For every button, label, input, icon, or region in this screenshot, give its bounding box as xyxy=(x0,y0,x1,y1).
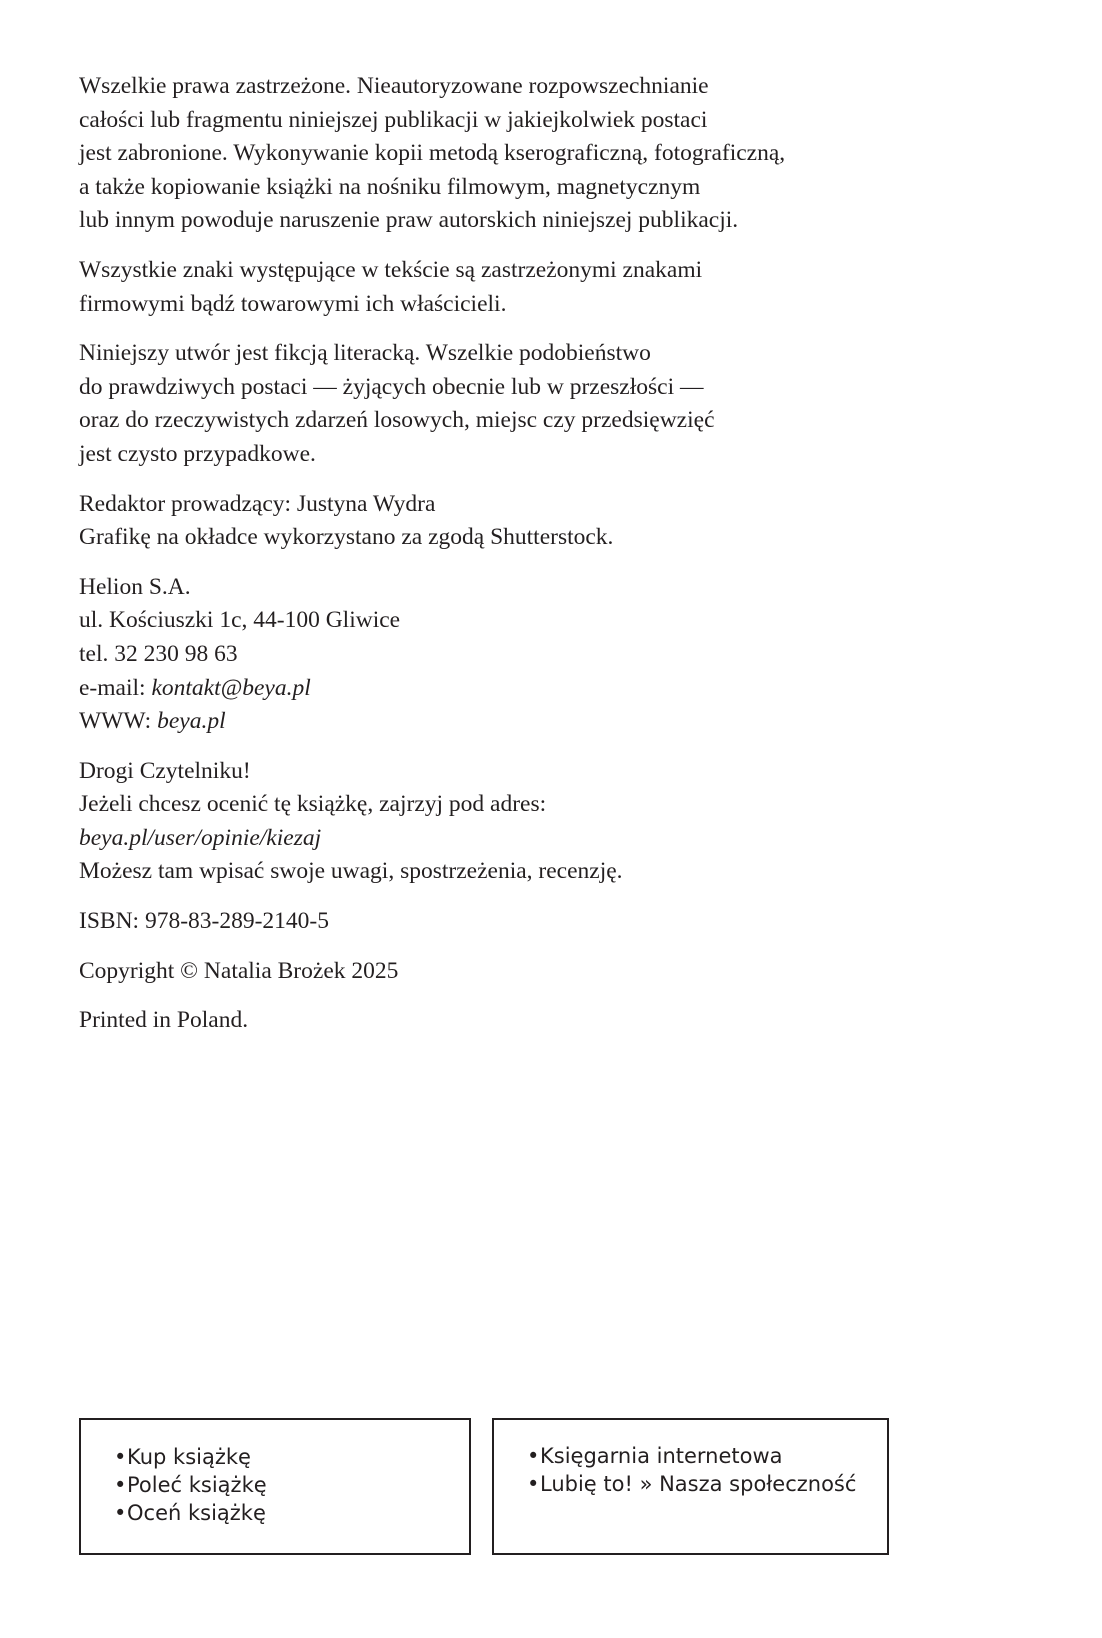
rate-book-link[interactable] xyxy=(114,1499,267,1527)
copyright-text: Copyright © Natalia Brożek 2025 xyxy=(79,957,399,984)
text-line: oraz do rzeczywistych zdarzeń losowych, miejsc czy przedsięwzięć xyxy=(79,407,715,434)
store-links-list xyxy=(527,1442,856,1498)
www-label: WWW: xyxy=(79,708,158,735)
store-links-box xyxy=(492,1418,889,1555)
text-line: Wszelkie prawa zastrzeżone. Nieautoryzowane rozpowszechnianie xyxy=(79,73,709,99)
text-line: do prawdziwych postaci — żyjących obecnie lub w przeszłości — xyxy=(79,373,704,400)
online-bookstore-link[interactable] xyxy=(527,1442,856,1470)
link-label: Lubię to! » Nasza społeczność xyxy=(540,1472,857,1496)
rights-paragraph xyxy=(79,70,1039,238)
isbn-text: ISBN: 978-83-289-2140-5 xyxy=(79,908,329,935)
text-line: Wszystkie znaki występujące w tekście są zastrzeżonymi znakami xyxy=(79,256,703,283)
publisher-name: Helion S.A. xyxy=(79,573,191,600)
reader-note-block xyxy=(79,755,1039,889)
printed-text: Printed in Poland. xyxy=(79,1007,249,1034)
text-line: jest czysto przypadkowe. xyxy=(79,440,316,467)
publisher-www-line xyxy=(79,705,1039,739)
email-label: e-mail: xyxy=(79,674,152,701)
bullet: • xyxy=(114,1501,127,1525)
recommend-book-link[interactable] xyxy=(114,1471,267,1499)
link-label: Oceń książkę xyxy=(127,1501,266,1525)
copyright-block xyxy=(79,955,1039,989)
text-line: jest zabronione. Wykonywanie kopii metodą kserograficzną, fotograficzną, xyxy=(79,140,786,167)
bullet: • xyxy=(527,1444,540,1468)
link-boxes xyxy=(79,1418,889,1555)
bullet: • xyxy=(114,1445,127,1469)
review-url-link[interactable]: beya.pl/user/opinie/kiezaj xyxy=(79,824,322,851)
publisher-block xyxy=(79,571,1039,739)
text-line: Niniejszy utwór jest fikcją literacką. Wszelkie podobieństwo xyxy=(79,340,651,367)
editor-line: Redaktor prowadzący: Justyna Wydra xyxy=(79,490,436,517)
buy-book-link[interactable] xyxy=(114,1443,267,1471)
text-line: lub innym powoduje naruszenie praw autorskich niniejszej publikacji. xyxy=(79,207,739,234)
bullet: • xyxy=(114,1473,127,1497)
www-link[interactable]: beya.pl xyxy=(157,708,226,735)
isbn-block xyxy=(79,905,1039,939)
trademarks-paragraph xyxy=(79,254,1039,321)
publisher-email-line xyxy=(79,672,1039,706)
credits-paragraph xyxy=(79,488,1039,555)
fiction-disclaimer-paragraph xyxy=(79,337,1039,471)
book-actions-box xyxy=(79,1418,471,1555)
text-line: całości lub fragmentu niniejszej publikacji w jakiejkolwiek postaci xyxy=(79,106,708,133)
reader-note-line: Możesz tam wpisać swoje uwagi, spostrzeżenia, recenzję. xyxy=(79,858,623,885)
copyright-page xyxy=(79,70,1039,1054)
printed-block xyxy=(79,1004,1039,1038)
link-label: Księgarnia internetowa xyxy=(540,1444,783,1468)
email-link[interactable]: kontakt@beya.pl xyxy=(151,674,311,701)
reader-greeting: Drogi Czytelniku! xyxy=(79,757,251,784)
text-line: a także kopiowanie książki na nośniku filmowym, magnetycznym xyxy=(79,173,701,200)
link-label: Kup książkę xyxy=(127,1445,251,1469)
bullet: • xyxy=(527,1472,540,1496)
community-link[interactable] xyxy=(527,1470,856,1498)
publisher-phone: tel. 32 230 98 63 xyxy=(79,640,238,667)
reader-note-line: Jeżeli chcesz ocenić tę książkę, zajrzyj pod adres: xyxy=(79,791,547,818)
book-actions-list xyxy=(114,1443,267,1527)
cover-credit-line: Grafikę na okładce wykorzystano za zgodą Shutterstock. xyxy=(79,524,614,551)
publisher-address: ul. Kościuszki 1c, 44-100 Gliwice xyxy=(79,607,401,634)
link-label: Poleć książkę xyxy=(127,1473,267,1497)
text-line: firmowymi bądź towarowymi ich właścicieli. xyxy=(79,290,507,317)
